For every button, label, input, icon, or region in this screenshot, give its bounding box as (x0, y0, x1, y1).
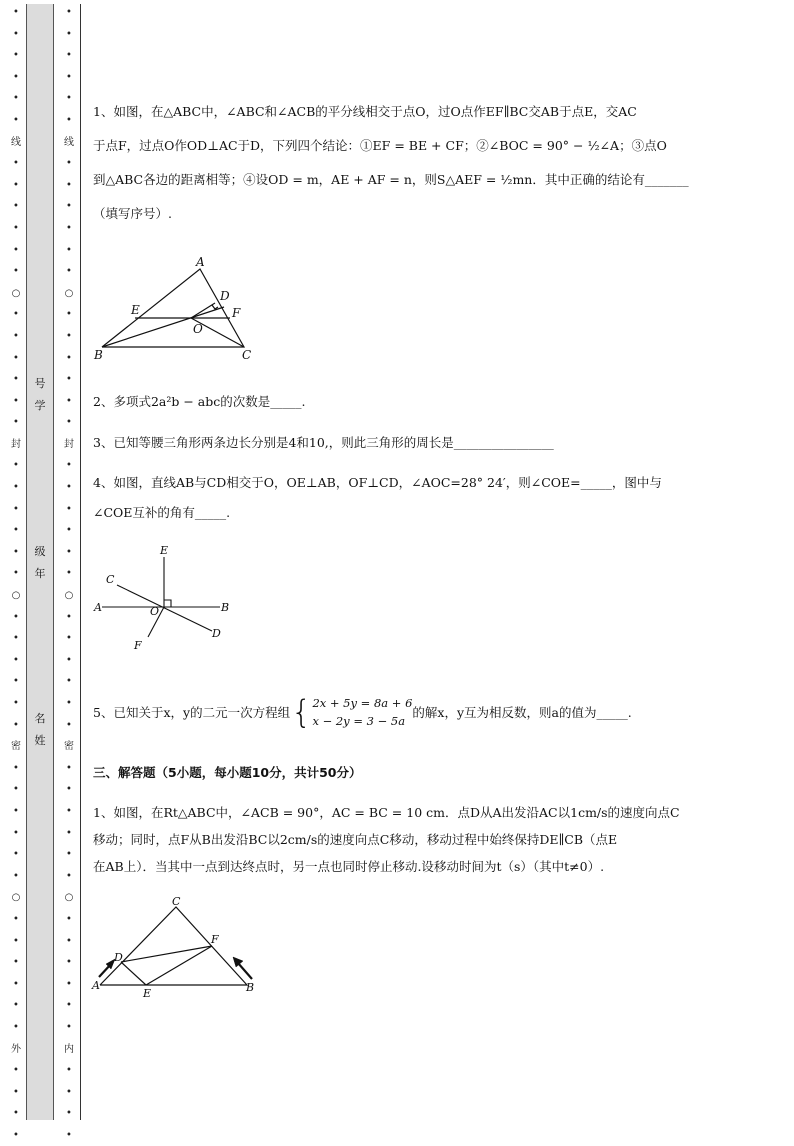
p1-line-3: 在AB上）．当其中一点到达终点时，另一点也同时停止移动.设移动时间为t（s）（其中t≠0）. (93, 859, 605, 874)
fig1-right-angle-mark (212, 305, 218, 309)
p1-line-2: 移动；同时，点F从B出发沿BC以2cm/s的速度向点C移动，移动过程中始终保持DE∥CB（点E (93, 832, 618, 847)
label-xue: 学 (34, 399, 46, 412)
fig1-label-d: D (220, 289, 230, 303)
inner-marker-circle-3: ○ (64, 892, 74, 904)
fig2-label-e: E (160, 545, 169, 557)
fig2-label-d: D (212, 627, 221, 640)
outer-marker-secret: 密 (11, 741, 21, 753)
fig3-line-de (121, 962, 146, 985)
fig2-label-a: A (94, 601, 102, 614)
question-2: 2、多项式2a²b − abc的次数是_____. (93, 394, 306, 409)
fig1-label-f: F (232, 306, 241, 320)
fig1-label-b: B (94, 348, 103, 362)
margin-rule (80, 4, 81, 1120)
outer-marker-circle: ○ (11, 287, 21, 299)
p1-line-1: 1、如图，在Rt△ABC中，∠ACB = 90°，AC = BC = 10 cm．点D从A出发沿AC以1cm/s的速度向点C (93, 805, 680, 820)
section-3-heading: 三、解答题（5小题，每小题10分，共计50分） (93, 765, 362, 780)
label-ji: 级 (34, 545, 46, 558)
fig2-right-angle-mark (164, 600, 171, 607)
figure-3-right-triangle (90, 893, 265, 1003)
fig1-line-bo (102, 307, 224, 347)
question-4 (93, 468, 753, 528)
fig2-label-f: F (134, 639, 142, 652)
label-ming: 名 (34, 712, 46, 725)
q4-line-2: ∠COE互补的角有_____. (93, 505, 231, 520)
fig3-label-a: A (92, 979, 100, 992)
fig1-label-a: A (196, 255, 205, 269)
q1-line-4: （填写序号）. (93, 206, 172, 221)
inner-marker-circle-2: ○ (64, 590, 74, 602)
inner-marker-inside: 内 (64, 1043, 74, 1055)
question-1 (93, 95, 753, 231)
student-info-strip (26, 4, 54, 1120)
q4-line-1: 4、如图，直线AB与CD相交于O，OE⊥AB，OF⊥CD，∠AOC=28° 24′，则∠COE=_____，图中与 (93, 475, 662, 490)
q1-line-2: 于点F，过点O作OD⊥AC于D，下列四个结论：①EF = BE + CF；②∠BOC = 90° − ½∠A；③点O (93, 138, 667, 153)
outer-marker-circle-3: ○ (11, 892, 21, 904)
inner-dot-column: • • • • • • 线 • • • • • • ○ • • • • • • 封 • • • • • • ○ • • • • • • 密 • • • • • • ○ • • • • • • 内 • • • • (64, 7, 74, 1141)
fig1-label-o: O (193, 322, 203, 336)
fig1-label-c: C (242, 348, 252, 362)
fig3-label-b: B (246, 981, 255, 994)
fig3-label-e: E (143, 987, 152, 1000)
q1-line-3: 到△ABC各边的距离相等；④设OD = m，AE + AF = n，则S△AEF = ½mn．其中正确的结论有_______ (93, 172, 689, 187)
figure-2-lines (92, 545, 242, 655)
fig2-label-o: O (150, 605, 160, 618)
q1-line-1: 1、如图，在△ABC中，∠ABC和∠ACB的平分线相交于点O，过O点作EF∥BC交AB于点E，交AC (93, 104, 637, 119)
outer-dot-column: • • • • • • 线 • • • • • • ○ • • • • • • 封 • • • • • • ○ • • • • • • 密 • • • • • • ○ • • • • • • 外 • • • • (11, 7, 21, 1141)
binding-margin (0, 0, 84, 1141)
q5-eq-1: 2x + 5y = 8a + 6 (312, 696, 413, 710)
inner-marker-circle: ○ (64, 287, 74, 299)
fig3-label-f: F (211, 933, 219, 946)
inner-marker-seal: 封 (64, 438, 74, 450)
figure-1-triangle (92, 255, 267, 365)
q5-brace: { (291, 693, 312, 731)
inner-marker-line: 线 (64, 136, 74, 148)
label-nian: 年 (34, 567, 46, 580)
question-5 (93, 690, 632, 734)
problem-1 (93, 799, 753, 880)
fig3-label-d: D (114, 951, 123, 964)
q5-suffix: 的解x，y互为相反数，则a的值为_____. (412, 705, 632, 720)
fig3-label-c: C (172, 895, 181, 908)
outer-marker-seal: 封 (11, 438, 21, 450)
outer-marker-circle-2: ○ (11, 590, 21, 602)
fig3-triangle-abc (100, 907, 247, 985)
outer-marker-line: 线 (11, 136, 21, 148)
outer-marker-outside: 外 (11, 1043, 21, 1055)
fig2-label-b: B (221, 601, 230, 614)
fig2-label-c: C (106, 573, 115, 586)
fig1-label-e: E (131, 303, 140, 317)
label-hao: 号 (34, 377, 46, 390)
q5-prefix: 5、已知关于x，y的二元一次方程组 (93, 705, 291, 720)
q5-eq-2: x − 2y = 3 − 5a (312, 714, 406, 728)
label-xing: 姓 (34, 734, 46, 747)
inner-marker-secret: 密 (64, 741, 74, 753)
question-3: 3、已知等腰三角形两条边长分别是4和10,，则此三角形的周长是________________ (93, 435, 554, 450)
q5-equation-system (312, 694, 412, 730)
